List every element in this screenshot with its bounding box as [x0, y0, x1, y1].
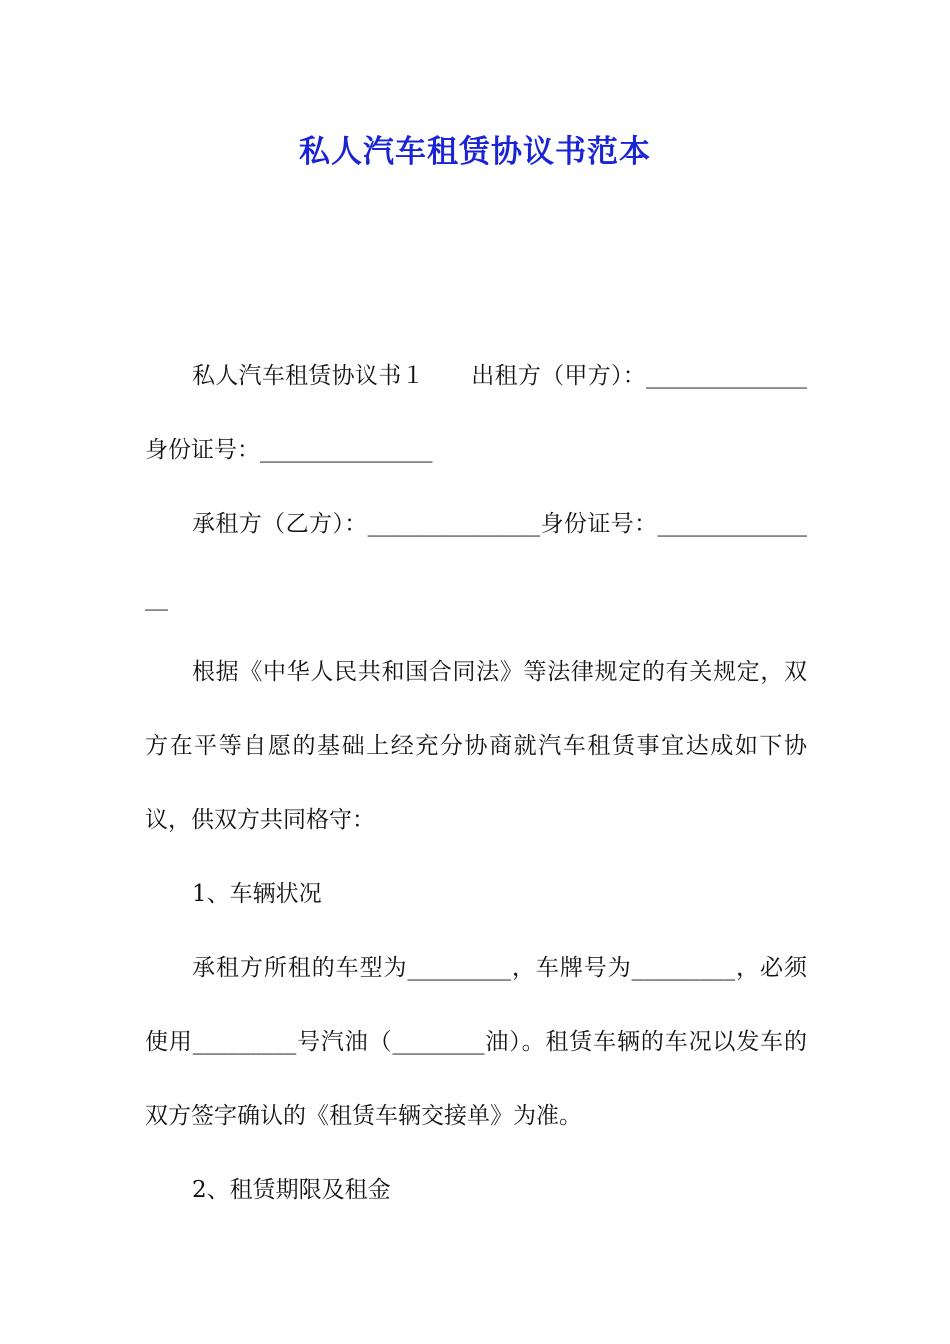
- section-heading-vehicle-condition: 1、车辆状况: [192, 881, 322, 907]
- paragraph-lessor-info: 私人汽车租赁协议书１ 出租方（甲方）：______________身份证号：_______________: [145, 363, 807, 463]
- section-heading-lease-term-rent: 2、租赁期限及租金: [192, 1177, 391, 1203]
- paragraph-vehicle-details: 承租方所租的车型为_________，车牌号为_________，必须使用_________号汽油（________油）。租赁车辆的车况以发车的双方签字确认的《租赁车辆交接单》为准。: [145, 955, 807, 1129]
- paragraph-agreement-basis: 根据《中华人民共和国合同法》等法律规定的有关规定，双方在平等自愿的基础上经充分协商就汽车租赁事宜达成如下协议，供双方共同格守：: [145, 659, 807, 833]
- document-body: [145, 339, 807, 1227]
- document-title: 私人汽车租赁协议书范本: [299, 134, 651, 170]
- paragraph-lessee-info: 承租方（乙方）：_______________身份证号：_______________: [145, 511, 807, 611]
